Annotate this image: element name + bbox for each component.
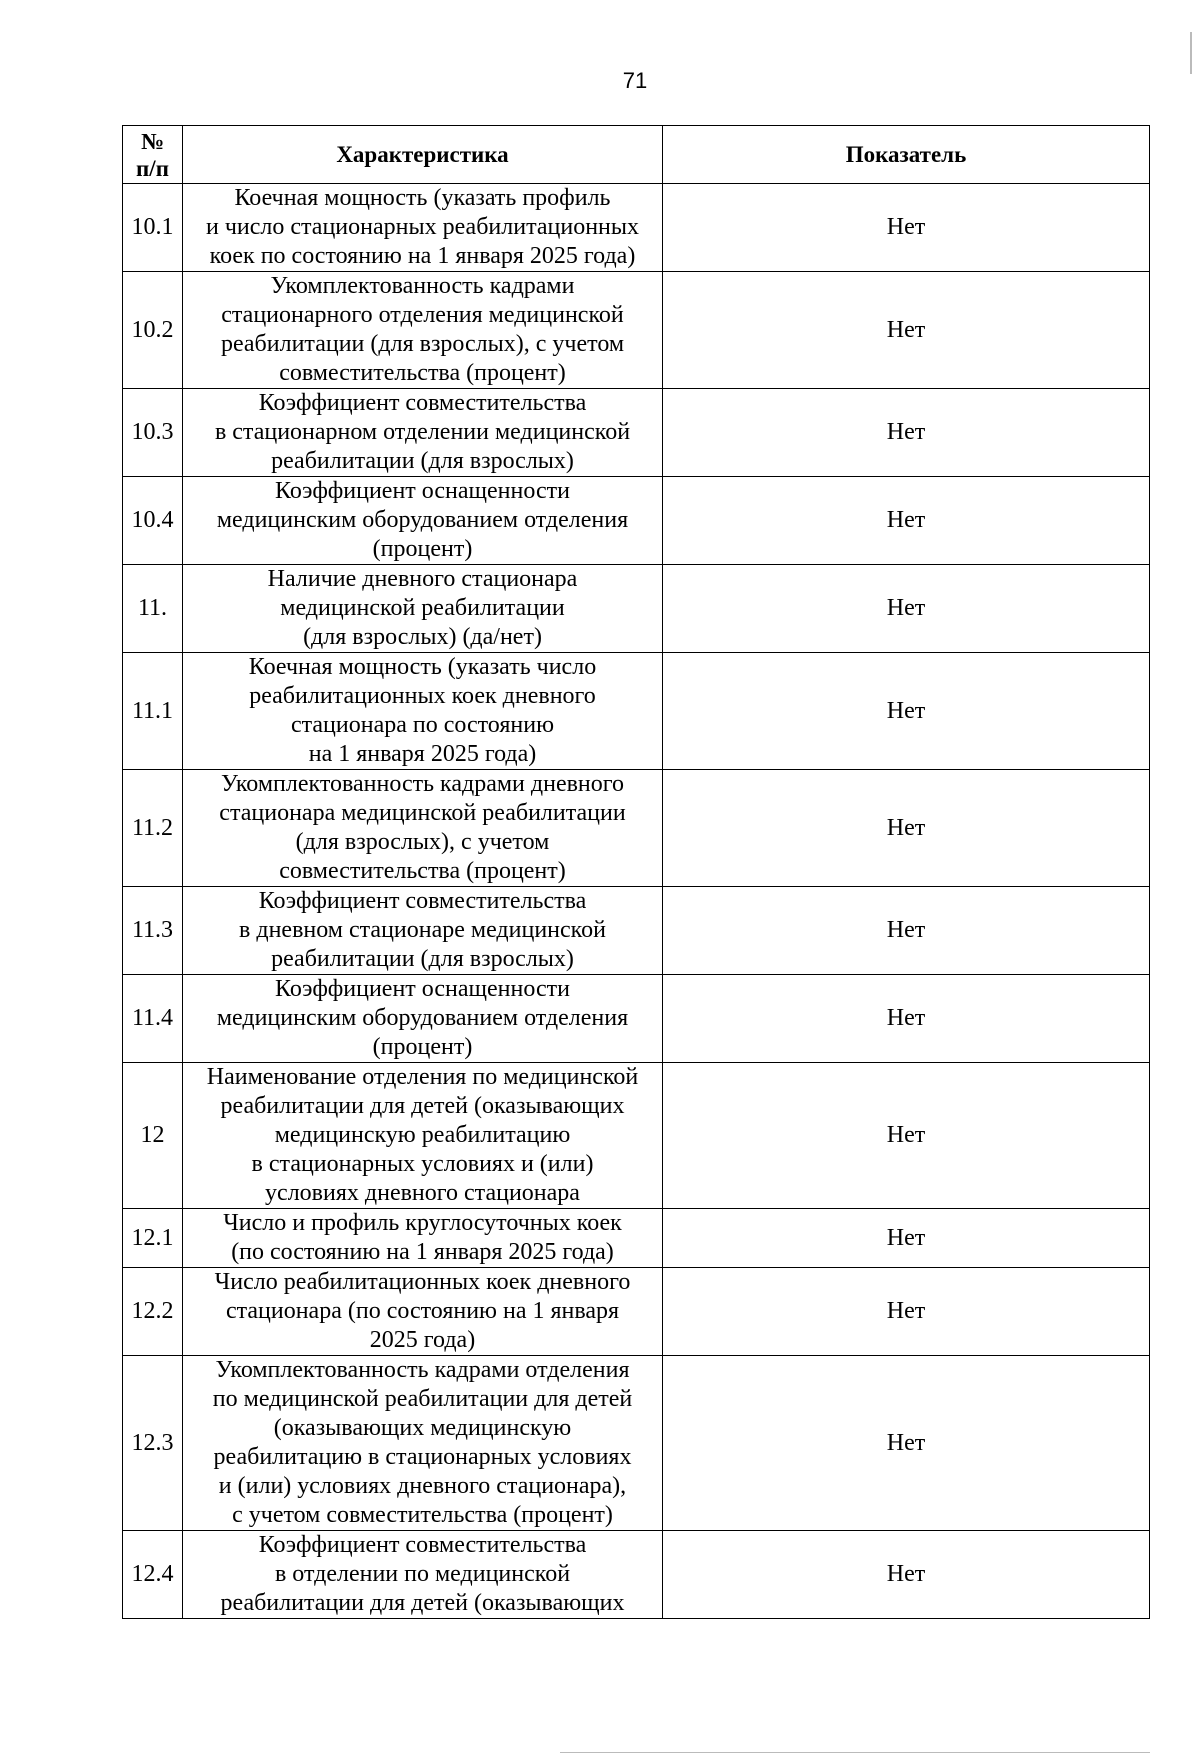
row-number-cell: 10.3 bbox=[123, 389, 183, 477]
table-header-row bbox=[123, 126, 1150, 184]
row-characteristic-cell: Число реабилитационных коек дневного стационара (по состоянию на 1 января 2025 года) bbox=[183, 1268, 663, 1356]
row-indicator-cell: Нет bbox=[663, 389, 1150, 477]
table-row bbox=[123, 1209, 1150, 1268]
row-indicator-cell: Нет bbox=[663, 1268, 1150, 1356]
row-number-cell: 10.1 bbox=[123, 184, 183, 272]
row-indicator-cell: Нет bbox=[663, 887, 1150, 975]
row-number-cell: 11.2 bbox=[123, 770, 183, 887]
table-row bbox=[123, 887, 1150, 975]
row-indicator-cell: Нет bbox=[663, 565, 1150, 653]
row-number-cell: 11. bbox=[123, 565, 183, 653]
table-row bbox=[123, 1531, 1150, 1619]
row-characteristic-cell: Укомплектованность кадрами стационарного отделения медицинской реабилитации (для взрослых), с учетом совместительства (процент) bbox=[183, 272, 663, 389]
header-characteristic: Характеристика bbox=[183, 126, 663, 184]
page-number: 71 bbox=[622, 68, 648, 93]
row-characteristic-cell: Коэффициент совместительства в отделении по медицинской реабилитации для детей (оказывающих bbox=[183, 1531, 663, 1619]
footer-rule bbox=[560, 1752, 1150, 1753]
row-indicator-cell: Нет bbox=[663, 653, 1150, 770]
table-row bbox=[123, 1356, 1150, 1531]
row-number-cell: 12 bbox=[123, 1063, 183, 1209]
row-characteristic-cell: Коечная мощность (указать число реабилитационных коек дневного стационара по состоянию на 1 января 2025 года) bbox=[183, 653, 663, 770]
header-indicator: Показатель bbox=[663, 126, 1150, 184]
table-row bbox=[123, 1063, 1150, 1209]
table-row bbox=[123, 389, 1150, 477]
header-number: № п/п bbox=[123, 126, 183, 184]
table-row bbox=[123, 272, 1150, 389]
row-characteristic-cell: Наименование отделения по медицинской реабилитации для детей (оказывающих медицинскую реабилитацию в стационарных условиях и (или) условиях дневного стационара bbox=[183, 1063, 663, 1209]
row-indicator-cell: Нет bbox=[663, 477, 1150, 565]
row-number-cell: 12.4 bbox=[123, 1531, 183, 1619]
table-row bbox=[123, 184, 1150, 272]
table-row bbox=[123, 770, 1150, 887]
row-indicator-cell: Нет bbox=[663, 975, 1150, 1063]
row-number-cell: 12.3 bbox=[123, 1356, 183, 1531]
row-characteristic-cell: Коэффициент оснащенности медицинским оборудованием отделения (процент) bbox=[183, 477, 663, 565]
row-indicator-cell: Нет bbox=[663, 1063, 1150, 1209]
row-characteristic-cell: Число и профиль круглосуточных коек (по состоянию на 1 января 2025 года) bbox=[183, 1209, 663, 1268]
row-number-cell: 11.1 bbox=[123, 653, 183, 770]
row-characteristic-cell: Укомплектованность кадрами отделения по медицинской реабилитации для детей (оказывающих медицинскую реабилитацию в стационарных условиях и (или) условиях дневного стационара), с учетом совместительства (процент) bbox=[183, 1356, 663, 1531]
indicator-table bbox=[122, 125, 1150, 1619]
row-characteristic-cell: Коэффициент совместительства в дневном стационаре медицинской реабилитации (для взрослых) bbox=[183, 887, 663, 975]
table-row bbox=[123, 477, 1150, 565]
row-characteristic-cell: Наличие дневного стационара медицинской реабилитации (для взрослых) (да/нет) bbox=[183, 565, 663, 653]
row-number-cell: 12.1 bbox=[123, 1209, 183, 1268]
row-characteristic-cell: Коечная мощность (указать профиль и число стационарных реабилитационных коек по состоянию на 1 января 2025 года) bbox=[183, 184, 663, 272]
row-indicator-cell: Нет bbox=[663, 1356, 1150, 1531]
row-number-cell: 10.4 bbox=[123, 477, 183, 565]
row-characteristic-cell: Коэффициент совместительства в стационарном отделении медицинской реабилитации (для взрослых) bbox=[183, 389, 663, 477]
row-number-cell: 12.2 bbox=[123, 1268, 183, 1356]
row-indicator-cell: Нет bbox=[663, 272, 1150, 389]
row-indicator-cell: Нет bbox=[663, 1531, 1150, 1619]
table-row bbox=[123, 565, 1150, 653]
row-indicator-cell: Нет bbox=[663, 770, 1150, 887]
row-characteristic-cell: Коэффициент оснащенности медицинским оборудованием отделения (процент) bbox=[183, 975, 663, 1063]
row-number-cell: 11.3 bbox=[123, 887, 183, 975]
table-row bbox=[123, 653, 1150, 770]
table-row bbox=[123, 975, 1150, 1063]
row-indicator-cell: Нет bbox=[663, 1209, 1150, 1268]
table-row bbox=[123, 1268, 1150, 1356]
row-number-cell: 10.2 bbox=[123, 272, 183, 389]
row-number-cell: 11.4 bbox=[123, 975, 183, 1063]
row-indicator-cell: Нет bbox=[663, 184, 1150, 272]
table-body bbox=[123, 184, 1150, 1619]
row-characteristic-cell: Укомплектованность кадрами дневного стационара медицинской реабилитации (для взрослых), с учетом совместительства (процент) bbox=[183, 770, 663, 887]
